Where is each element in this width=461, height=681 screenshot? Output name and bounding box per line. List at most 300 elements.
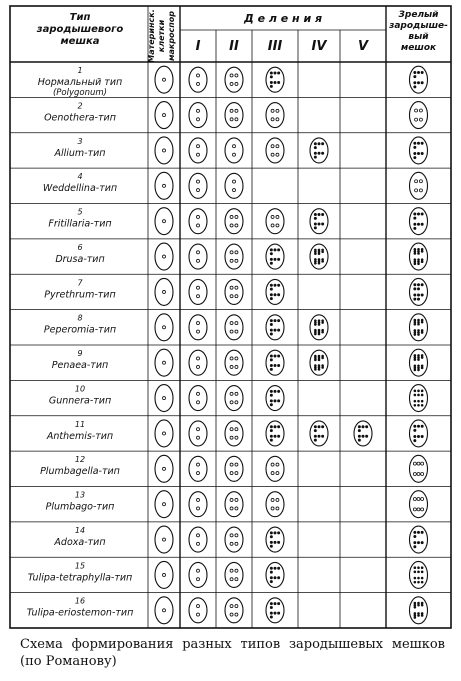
nucleus xyxy=(230,428,233,431)
nucleus xyxy=(230,472,233,475)
nucleus xyxy=(270,284,272,286)
nucleus xyxy=(163,255,166,258)
nucleus xyxy=(163,397,166,400)
row-number: 8 xyxy=(77,313,83,323)
cell-outline xyxy=(225,173,243,198)
nucleus xyxy=(197,472,200,475)
embryo-sac-cell xyxy=(189,173,207,198)
nucleus xyxy=(318,333,320,335)
nucleus xyxy=(270,577,272,579)
nucleus xyxy=(270,606,272,608)
cell-outline xyxy=(189,456,207,481)
nucleus xyxy=(235,392,238,395)
nucleus xyxy=(235,542,238,545)
nucleus xyxy=(318,324,320,326)
nucleus xyxy=(197,613,200,616)
nucleus xyxy=(270,249,272,251)
nucleus xyxy=(418,390,420,392)
nucleus xyxy=(235,357,238,360)
mother-cell xyxy=(155,208,173,235)
nucleus xyxy=(421,613,423,615)
cell-outline xyxy=(266,562,284,587)
nucleus xyxy=(270,364,272,366)
embryo-sac-cell xyxy=(310,350,328,375)
cell-outline xyxy=(189,527,207,552)
nucleus xyxy=(230,534,233,537)
nucleus xyxy=(230,259,233,262)
nucleus xyxy=(414,571,416,573)
nucleus xyxy=(197,463,200,466)
nucleus xyxy=(418,330,420,332)
embryo-sac-cell xyxy=(266,209,284,234)
embryo-sac-cell xyxy=(225,456,243,481)
cell-outline xyxy=(225,527,243,552)
nucleus xyxy=(270,400,272,402)
nucleus xyxy=(314,429,316,431)
nucleus xyxy=(270,435,272,437)
nucleus xyxy=(414,332,416,334)
nucleus xyxy=(197,534,200,537)
nucleus xyxy=(414,319,416,321)
mother-cell xyxy=(155,597,173,624)
nucleus xyxy=(418,319,420,321)
nucleus xyxy=(235,578,238,581)
nucleus xyxy=(270,262,272,264)
nucleus xyxy=(235,472,238,475)
nucleus xyxy=(197,507,200,510)
nucleus xyxy=(197,259,200,262)
nucleus xyxy=(421,213,423,215)
nucleus xyxy=(271,153,274,156)
nucleus xyxy=(235,463,238,466)
embryo-sac-cell xyxy=(225,492,243,517)
embryo-sac-cell xyxy=(189,315,207,340)
nucleus xyxy=(314,156,316,158)
row-type-name: Fritillaria-тип xyxy=(48,218,112,230)
nucleus xyxy=(418,567,420,569)
nucleus xyxy=(278,567,280,569)
nucleus xyxy=(230,365,233,368)
nucleus xyxy=(235,436,238,439)
nucleus xyxy=(270,394,272,396)
nucleus xyxy=(235,215,238,218)
header-division-numeral: IV xyxy=(311,39,327,54)
nucleus xyxy=(230,82,233,85)
nucleus xyxy=(419,180,422,183)
nucleus xyxy=(414,581,416,583)
nucleus xyxy=(163,114,166,117)
nucleus xyxy=(270,359,272,361)
nucleus xyxy=(163,220,166,223)
nucleus xyxy=(230,498,233,501)
nucleus xyxy=(322,251,324,253)
nucleus xyxy=(235,330,238,333)
nucleus xyxy=(414,261,416,263)
header-type-text: мешка xyxy=(60,36,100,47)
nucleus xyxy=(235,613,238,616)
nucleus xyxy=(414,435,416,437)
nucleus xyxy=(197,286,200,289)
nucleus xyxy=(270,253,272,255)
nucleus xyxy=(314,152,316,154)
cell-outline xyxy=(266,386,284,411)
row-number: 1 xyxy=(77,66,83,75)
nucleus xyxy=(318,368,320,370)
cell-outline xyxy=(410,385,428,412)
embryo-sac-cell xyxy=(266,456,284,481)
nucleus xyxy=(415,109,418,112)
header-mature-text: Зрелый xyxy=(398,10,439,20)
nucleus xyxy=(421,390,423,392)
embryo-sac-cell xyxy=(266,598,284,623)
nucleus xyxy=(322,223,324,225)
row-number: 13 xyxy=(74,490,86,500)
nucleus xyxy=(197,82,200,85)
nucleus xyxy=(414,440,416,442)
nucleus xyxy=(414,146,416,148)
header-mother-cell-text: клетки xyxy=(157,19,166,53)
nucleus xyxy=(421,332,423,334)
nucleus xyxy=(274,249,276,251)
nucleus xyxy=(414,359,416,361)
embryo-sac-cell xyxy=(266,527,284,552)
cell-outline xyxy=(410,561,428,588)
nucleus xyxy=(421,355,423,357)
mother-cell xyxy=(155,455,173,482)
nucleus xyxy=(230,613,233,616)
cell-outline xyxy=(310,209,328,234)
nucleus xyxy=(421,435,423,437)
nucleus xyxy=(419,118,422,121)
nucleus xyxy=(414,227,416,229)
row-number: 11 xyxy=(74,419,86,429)
nucleus xyxy=(197,401,200,404)
nucleus xyxy=(417,152,419,154)
header-division-numeral: V xyxy=(357,39,369,54)
nucleus xyxy=(235,605,238,608)
nucleus xyxy=(358,426,360,428)
nucleus xyxy=(414,263,416,265)
nucleus xyxy=(421,321,423,323)
nucleus xyxy=(197,74,200,77)
nucleus xyxy=(417,71,419,73)
nucleus xyxy=(413,472,416,475)
figure-caption: Схема формирования разных типов зародышевых мешков (по Романову) xyxy=(20,637,445,669)
nucleus xyxy=(230,330,233,333)
embryo-sac-cell xyxy=(266,350,284,375)
nucleus xyxy=(235,286,238,289)
row-type-name: Adoxa-тип xyxy=(54,536,106,548)
nucleus xyxy=(270,567,272,569)
embryo-sac-cell xyxy=(225,527,243,552)
cell-outline xyxy=(410,597,428,624)
header-division-numeral: I xyxy=(195,39,201,54)
nucleus xyxy=(271,224,274,227)
nucleus xyxy=(274,364,276,366)
nucleus xyxy=(233,189,236,192)
nucleus xyxy=(278,603,280,605)
nucleus xyxy=(322,213,324,215)
nucleus xyxy=(421,71,423,73)
row-type-name: Weddellina-тип xyxy=(42,183,118,195)
cell-outline xyxy=(410,455,428,482)
nucleus xyxy=(270,72,272,74)
cell-outline xyxy=(310,315,328,340)
nucleus xyxy=(274,435,276,437)
nucleus xyxy=(270,429,272,431)
header-mature-text: мешок xyxy=(400,43,437,53)
nucleus xyxy=(197,295,200,298)
row-number: 4 xyxy=(77,172,83,182)
nucleus xyxy=(278,532,280,534)
embryo-sac-cell xyxy=(266,279,284,304)
cell-outline xyxy=(266,209,284,234)
cell-outline xyxy=(266,492,284,517)
nucleus xyxy=(271,507,274,510)
cell-outline xyxy=(266,350,284,375)
nucleus xyxy=(417,472,420,475)
embryo-sac-cell xyxy=(310,421,328,446)
nucleus xyxy=(421,571,423,573)
nucleus xyxy=(421,365,423,367)
row-number: 7 xyxy=(77,278,83,288)
nucleus xyxy=(418,571,420,573)
nucleus xyxy=(414,259,416,261)
nucleus xyxy=(233,145,236,148)
nucleus xyxy=(278,72,280,74)
nucleus xyxy=(414,86,416,88)
nucleus xyxy=(270,323,272,325)
nucleus xyxy=(414,369,416,371)
nucleus xyxy=(318,253,320,255)
nucleus xyxy=(421,404,423,406)
cell-outline xyxy=(189,173,207,198)
cell-outline xyxy=(410,208,428,235)
cell-outline xyxy=(410,420,428,447)
row-type-name: Penaea-тип xyxy=(51,360,109,371)
nucleus xyxy=(270,571,272,573)
nucleus xyxy=(274,329,276,331)
nucleus xyxy=(230,542,233,545)
cell-outline xyxy=(225,492,243,517)
nucleus xyxy=(414,606,416,608)
nucleus xyxy=(230,295,233,298)
nucleus xyxy=(417,435,419,437)
nucleus xyxy=(278,355,280,357)
nucleus xyxy=(197,109,200,112)
nucleus xyxy=(414,429,416,431)
row-number: 15 xyxy=(74,561,86,571)
nucleus xyxy=(235,295,238,298)
embryo-sac-cell xyxy=(410,597,428,624)
nucleus xyxy=(274,284,276,286)
nucleus xyxy=(230,215,233,218)
nucleus xyxy=(417,142,419,144)
nucleus xyxy=(235,109,238,112)
nucleus xyxy=(278,329,280,331)
nucleus xyxy=(418,400,420,402)
nucleus xyxy=(197,365,200,368)
nucleus xyxy=(274,72,276,74)
nucleus xyxy=(230,251,233,254)
nucleus xyxy=(421,567,423,569)
nucleus xyxy=(197,605,200,608)
cell-outline xyxy=(266,421,284,446)
nucleus xyxy=(274,532,276,534)
header-divisions-title: Д е л е н и я xyxy=(243,12,323,25)
nucleus xyxy=(421,531,423,533)
nucleus xyxy=(271,118,274,121)
cell-outline xyxy=(266,527,284,552)
nucleus xyxy=(276,224,279,227)
nucleus xyxy=(230,463,233,466)
nucleus xyxy=(413,462,416,465)
nucleus xyxy=(421,604,423,606)
nucleus xyxy=(421,581,423,583)
nucleus xyxy=(270,532,272,534)
header-division-numeral: III xyxy=(267,39,283,54)
cell-outline xyxy=(189,386,207,411)
nucleus xyxy=(417,294,419,296)
cell-outline xyxy=(310,421,328,446)
nucleus xyxy=(418,253,420,255)
nucleus xyxy=(271,215,274,218)
nucleus xyxy=(270,258,272,260)
embryo-sac-cell xyxy=(189,209,207,234)
embryo-sac-cell xyxy=(410,137,428,164)
nucleus xyxy=(418,321,420,323)
nucleus xyxy=(414,298,416,300)
embryo-sac-cell xyxy=(310,138,328,163)
nucleus xyxy=(276,463,279,466)
nucleus xyxy=(197,498,200,501)
nucleus xyxy=(421,319,423,321)
nucleus xyxy=(235,259,238,262)
nucleus xyxy=(318,262,320,264)
embryo-sac-cell xyxy=(225,244,243,269)
cell-outline xyxy=(266,103,284,128)
embryo-sac-cell xyxy=(189,138,207,163)
nucleus xyxy=(421,259,423,261)
row-type-name: Oenothera-тип xyxy=(44,112,116,124)
nucleus xyxy=(270,536,272,538)
nucleus xyxy=(197,189,200,192)
nucleus xyxy=(322,260,324,262)
nucleus xyxy=(418,261,420,263)
nucleus xyxy=(414,367,416,369)
nucleus xyxy=(421,602,423,604)
cell-outline xyxy=(225,421,243,446)
nucleus xyxy=(414,615,416,617)
cell-outline xyxy=(189,421,207,446)
nucleus xyxy=(163,149,166,152)
nucleus xyxy=(270,404,272,406)
nucleus xyxy=(418,259,420,261)
cell-outline xyxy=(310,350,328,375)
cell-outline xyxy=(225,456,243,481)
nucleus xyxy=(418,355,420,357)
nucleus xyxy=(278,435,280,437)
mother-cell xyxy=(155,526,173,553)
nucleus xyxy=(421,294,423,296)
nucleus xyxy=(197,542,200,545)
nucleus xyxy=(414,535,416,537)
embryo-sac-cell xyxy=(266,421,284,446)
nucleus xyxy=(163,184,166,187)
nucleus xyxy=(314,253,316,255)
nucleus xyxy=(413,508,416,511)
nucleus xyxy=(278,284,280,286)
nucleus xyxy=(276,215,279,218)
nucleus xyxy=(163,503,166,506)
nucleus xyxy=(414,294,416,296)
embryo-sac-cell xyxy=(266,492,284,517)
embryo-sac-cell xyxy=(225,562,243,587)
header-mother-cell-text: Материнск. xyxy=(147,9,156,63)
nucleus xyxy=(271,109,274,112)
nucleus xyxy=(197,322,200,325)
nucleus xyxy=(421,615,423,617)
nucleus xyxy=(414,82,416,84)
nucleus xyxy=(235,224,238,227)
nucleus xyxy=(414,142,416,144)
nucleus xyxy=(421,330,423,332)
nucleus xyxy=(414,71,416,73)
cell-outline xyxy=(189,492,207,517)
nucleus xyxy=(417,508,420,511)
embryo-sac-cell xyxy=(266,386,284,411)
nucleus xyxy=(270,545,272,547)
nucleus xyxy=(418,332,420,334)
nucleus xyxy=(418,334,420,336)
nucleus xyxy=(235,365,238,368)
nucleus xyxy=(415,180,418,183)
nucleus xyxy=(274,400,276,402)
nucleus xyxy=(314,439,316,441)
cell-outline xyxy=(410,243,428,270)
embryo-sac-cell xyxy=(410,420,428,447)
nucleus xyxy=(274,355,276,357)
embryo-sac-cell xyxy=(225,103,243,128)
nucleus xyxy=(278,426,280,428)
embryo-sac-cell xyxy=(189,103,207,128)
nucleus xyxy=(366,435,368,437)
nucleus xyxy=(230,569,233,572)
cell-outline xyxy=(266,279,284,304)
header-mature-text: вый xyxy=(408,32,429,42)
embryo-sac-cell xyxy=(189,492,207,517)
nucleus xyxy=(322,331,324,333)
nucleus xyxy=(235,534,238,537)
nucleus xyxy=(419,189,422,192)
mother-cell xyxy=(155,66,173,93)
nucleus xyxy=(271,463,274,466)
embryo-sac-cell xyxy=(266,138,284,163)
cell-outline xyxy=(266,67,284,92)
nucleus xyxy=(418,323,420,325)
nucleus xyxy=(418,365,420,367)
nucleus xyxy=(418,615,420,617)
nucleus xyxy=(270,329,272,331)
nucleus xyxy=(271,472,274,475)
nucleus xyxy=(314,227,316,229)
nucleus xyxy=(276,507,279,510)
nucleus xyxy=(314,435,316,437)
embryo-sac-cell xyxy=(310,315,328,340)
nucleus xyxy=(318,435,320,437)
mother-cell xyxy=(155,314,173,341)
cell-outline xyxy=(189,598,207,623)
